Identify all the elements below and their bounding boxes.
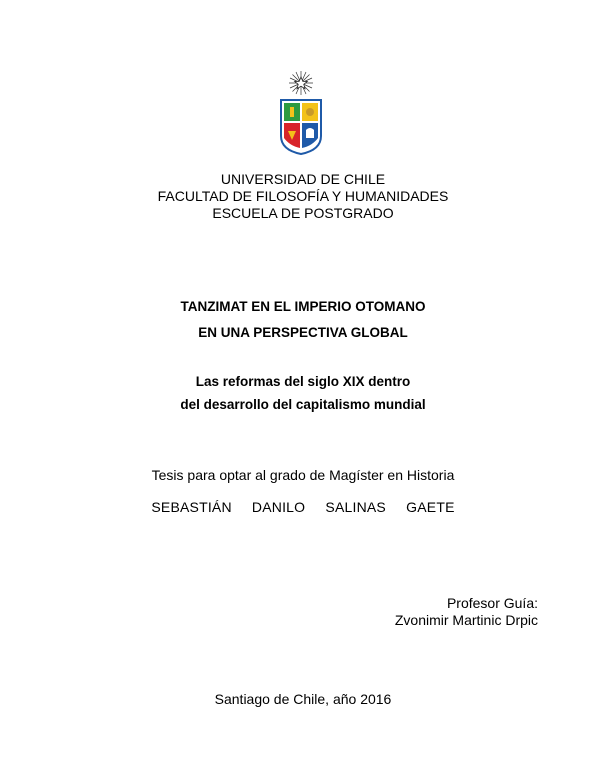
thesis-title-line-2: EN UNA PERSPECTIVA GLOBAL: [198, 325, 408, 340]
degree-statement: Tesis para optar al grado de Magíster en Historia: [151, 467, 455, 483]
university-crest-icon: [273, 68, 329, 158]
crest-star-icon: [289, 71, 313, 95]
university-name: UNIVERSIDAD DE CHILE: [220, 171, 386, 187]
thesis-title-line-1: TANZIMAT EN EL IMPERIO OTOMANO: [180, 299, 426, 314]
advisor-label: Profesor Guía:: [446, 595, 538, 611]
advisor-name: Zvonimir Martinic Drpic: [394, 612, 538, 628]
author-name: SEBASTIÁN DANILO SALINAS GAETE: [151, 499, 455, 515]
thesis-subtitle-line-1: Las reformas del siglo XIX dentro: [195, 374, 411, 389]
faculty-name: FACULTAD DE FILOSOFÍA Y HUMANIDADES: [157, 188, 449, 204]
thesis-subtitle-line-2: del desarrollo del capitalismo mundial: [180, 397, 426, 412]
crest-shield-icon: [281, 100, 321, 154]
school-name: ESCUELA DE POSTGRADO: [212, 205, 394, 221]
place-and-date: Santiago de Chile, año 2016: [214, 691, 392, 707]
